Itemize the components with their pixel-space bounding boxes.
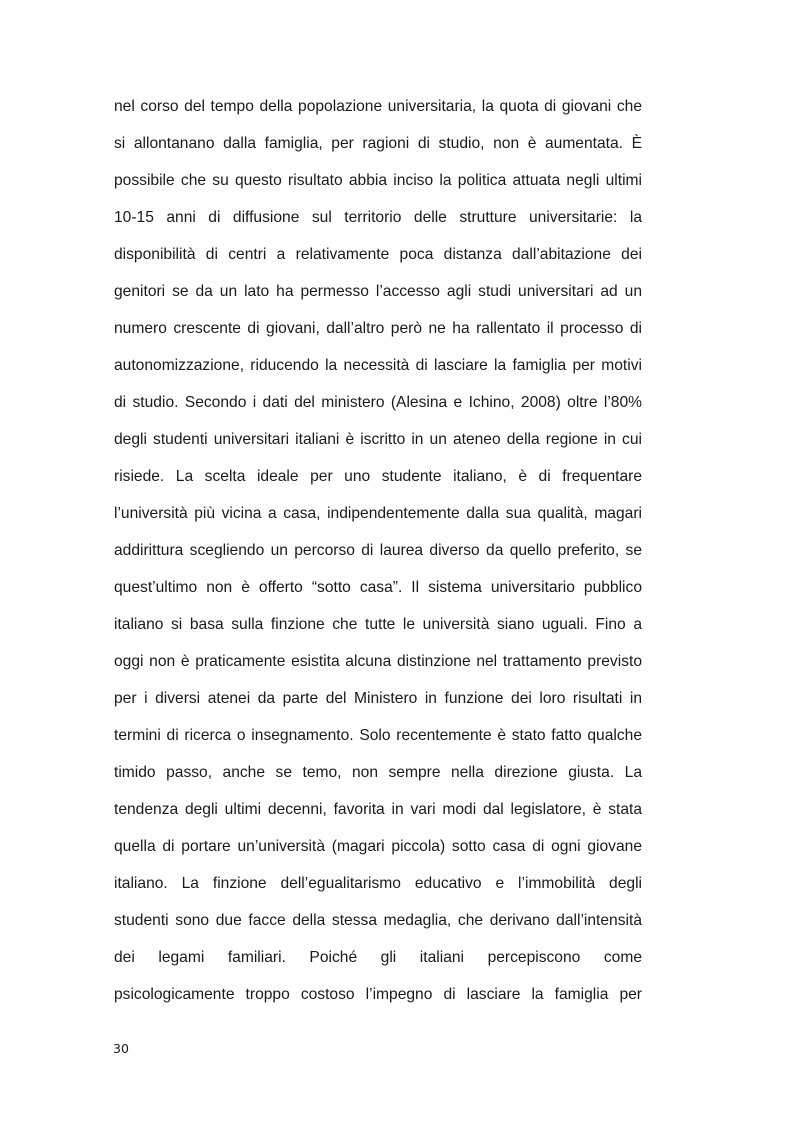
text-line: termini di ricerca o insegnamento. Solo recentemente è stato fatto qualche [114,727,642,744]
text-line: genitori se da un lato ha permesso l’accesso agli studi universitari ad un [114,283,642,300]
text-line: per i diversi atenei da parte del Ministero in funzione dei loro risultati in [114,690,642,707]
text-line: addirittura scegliendo un percorso di laurea diverso da quello preferito, se [114,542,642,559]
text-line: tendenza degli ultimi decenni, favorita in vari modi dal legislatore, è stata [114,801,642,818]
text-line: risiede. La scelta ideale per uno studente italiano, è di frequentare [114,468,642,485]
text-line: disponibilità di centri a relativamente poca distanza dall’abitazione dei [114,246,642,263]
text-line: 10-15 anni di diffusione sul territorio delle strutture universitarie: la [114,209,642,226]
text-line: quest’ultimo non è offerto “sotto casa”. Il sistema universitario pubblico [114,579,642,596]
page-number: 30 [113,1041,129,1056]
text-line: possibile che su questo risultato abbia inciso la politica attuata negli ultimi [114,172,642,189]
text-line: timido passo, anche se temo, non sempre nella direzione giusta. La [114,764,642,781]
text-line: studenti sono due facce della stessa medaglia, che derivano dall’intensità [114,912,642,929]
text-line: l’università più vicina a casa, indipendentemente dalla sua qualità, magari [114,505,642,522]
text-line: oggi non è praticamente esistita alcuna distinzione nel trattamento previsto [114,653,642,670]
body-paragraph [114,88,642,1013]
text-line: psicologicamente troppo costoso l’impegno di lasciare la famiglia per [114,986,642,1003]
text-line: autonomizzazione, riducendo la necessità di lasciare la famiglia per motivi [114,357,642,374]
text-line: di studio. Secondo i dati del ministero (Alesina e Ichino, 2008) oltre l’80% [114,394,642,411]
text-line: degli studenti universitari italiani è iscritto in un ateneo della regione in cui [114,431,642,448]
text-line: nel corso del tempo della popolazione universitaria, la quota di giovani che [114,98,642,115]
text-line: italiano si basa sulla finzione che tutte le università siano uguali. Fino a [114,616,642,633]
text-line: quella di portare un’università (magari piccola) sotto casa di ogni giovane [114,838,642,855]
text-line: si allontanano dalla famiglia, per ragioni di studio, non è aumentata. È [114,135,642,152]
text-line: numero crescente di giovani, dall’altro però ne ha rallentato il processo di [114,320,642,337]
text-line: italiano. La finzione dell’egualitarismo educativo e l’immobilità degli [114,875,642,892]
text-line: dei legami familiari. Poiché gli italiani percepiscono come [114,949,642,966]
